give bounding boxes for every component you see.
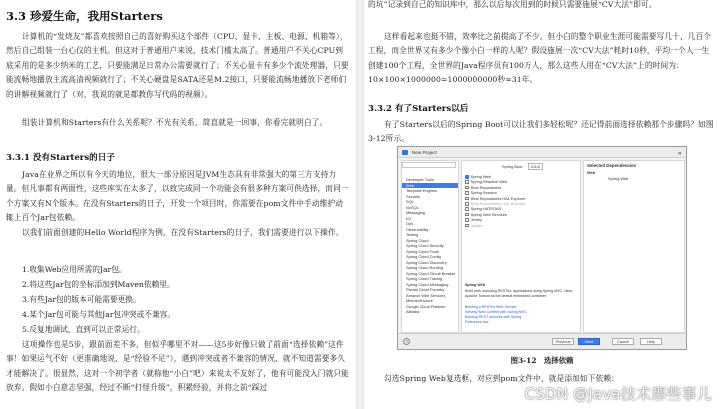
category-item[interactable]: Google Cloud Platform — [406, 303, 446, 309]
checkbox-icon[interactable] — [465, 218, 469, 222]
dependency-label: Spring Reactive Web — [470, 179, 508, 185]
dependency-search-input[interactable] — [402, 162, 456, 168]
categories-panel — [401, 160, 459, 333]
dependency-options-list — [465, 174, 525, 228]
description-text: Build web, including RESTful, applications using Spring MVC. Uses Apache Tomcat as the default embedded container. — [465, 289, 573, 298]
category-item[interactable]: I/O — [406, 215, 412, 221]
category-item[interactable]: Messaging — [406, 210, 425, 215]
category-item[interactable]: Security — [406, 193, 421, 199]
checkbox-icon[interactable] — [465, 224, 469, 228]
category-item[interactable]: Microsoft Azure — [406, 298, 433, 303]
checkbox-icon[interactable] — [465, 207, 469, 211]
reference-doc-link[interactable]: Reference doc — [465, 320, 489, 324]
dependency-label: Vaadin — [470, 222, 483, 228]
dependency-label: Rest Repositories HAL Browser — [470, 201, 526, 207]
calculation-paragraph: 这样看起来也挺不错，效率比之前提高了不少。但小白的整个职业生涯可能需要写几十、几百个工程，而全世界又有多少个像小白一样的人呢？假设施展一次“CV大法”耗时10秒，平均一个人一生创建100个工程，全世界的Java程序员有100万人，那么这些人用在“CV大法”上的时间为：10×100×1000000=1000000000秒≈31年。 — [368, 32, 712, 85]
watermark-text: CSDN @Java技术那些事儿 — [524, 385, 712, 403]
step-item: 3.有些Jar包的版本可能需要更换。 — [22, 295, 141, 304]
dialog-title: New Project — [412, 150, 437, 155]
category-item[interactable]: Spring Cloud — [406, 237, 429, 243]
page-gutter — [356, 0, 364, 409]
dependency-label: Jersey — [470, 217, 483, 223]
category-item[interactable]: Spring Cloud Circuit Breaker — [406, 270, 456, 276]
guide-link[interactable]: Building REST services with Spring — [465, 315, 522, 319]
help-icon[interactable]: ? — [403, 338, 410, 345]
guide-link[interactable]: Building a RESTful Web Service — [465, 305, 517, 309]
dependency-label: Rest Repositories HAL Explorer — [470, 195, 526, 201]
category-item[interactable]: Spring Cloud Messaging — [406, 281, 449, 287]
close-icon[interactable]: ✕ — [677, 151, 682, 157]
dependency-label: Rest Repositories — [470, 184, 502, 190]
category-item[interactable]: Spring Cloud Routing — [406, 265, 443, 270]
spring-boot-version-select[interactable]: 2.6.6 — [528, 163, 543, 170]
category-item[interactable]: Observability — [406, 226, 429, 232]
closing-paragraph: 这项操作也是5步，跟前面差不多，但似乎哪里不对——这5步好像只做了前面“选择依赖”这件事！如果运气不好（更准确地说，是“经验不足”），遇到冲突或者不兼容的情况，就不知道需要多久才能解决了。很显然，这对一个初学者（就称他“小白”吧）来说太不友好了，他有可能没入门就只能放弃。假如小白意志坚强，经过不断“打怪升级”，积累经验，并将之前“踩过 — [6, 340, 349, 393]
subsection-heading-with-starters: 3.3.2 有了Starters以后 — [368, 104, 469, 114]
body-paragraph-1: Java在业界之所以有今天的地位，很大一部分原因是JVM生态具有非常强大的第三方支持力量。但凡事都有两面性，这些库实在太多了，以致完成同一个功能会有很多种方案可供选择，而同一个方案又有N个版本。在没有Starters的日子，开发一个项目时，你需要在pom文件中手动维护动辄上百个Jar包依赖。 — [6, 170, 349, 223]
category-item[interactable]: Spring Cloud Discovery — [406, 259, 447, 265]
checkbox-icon[interactable] — [465, 213, 469, 217]
options-panel — [461, 160, 581, 333]
dialog-footer — [398, 333, 686, 349]
selected-dependency[interactable]: Spring Web — [608, 175, 629, 181]
checkbox-icon[interactable] — [465, 186, 469, 190]
cancel-button[interactable]: Cancel — [612, 338, 634, 345]
left-page — [0, 0, 356, 409]
category-item[interactable]: Developer Tools — [406, 177, 434, 182]
category-item[interactable]: Testing — [406, 232, 419, 237]
checkbox-icon[interactable] — [465, 180, 469, 184]
intro-paragraph-2: 组装计算机和Starters有什么关系呢？不光有关系，简直就是一回事，你看完就明白了。 — [22, 118, 328, 127]
intellij-logo-icon — [402, 150, 408, 155]
step-item: 4.某个Jar包可能与其他Jar包冲突或不兼容。 — [22, 310, 176, 319]
checkbox-icon[interactable] — [465, 202, 469, 206]
step-item: 5.反复地调试，直到可以正常运行。 — [22, 325, 145, 334]
category-item[interactable]: Spring Cloud Tracing — [406, 276, 443, 281]
checkbox-icon[interactable] — [465, 197, 469, 201]
continued-paragraph: 的坑”记录到自己的知识库中，那么以后每次用到的时候只需要施展“CV大法”即可。 — [368, 0, 657, 9]
intro-paragraph-1: 计算机的“发烧友”都喜欢按照自己的喜好购买这个部件（CPU、显卡、主板、电源、机箱等），然后自己组装一台心仪的主机。但这对于普通用户来说，技术门槛太高了。普通用户不关心CPU到底采用的是多少纳米的工艺，只要能满足日常办公需要就行了；不关心显卡有多少个流处理器，只要能流畅地播放主流高清视频就行了；不关心硬盘是SATA还是M.2接口，只要能流畅地播放下老师们的讲解视频就行了（对，我说的就是都教你写代码的视频）。 — [6, 32, 349, 99]
section-heading: 3.3 珍爱生命，我用Starters — [6, 9, 163, 23]
dependency-checkbox[interactable] — [465, 223, 525, 228]
dependency-label: Spring HATEOAS — [470, 206, 502, 212]
checkbox-icon[interactable] — [465, 191, 469, 195]
help-button[interactable]: Help — [640, 338, 662, 345]
dependency-label: Spring Web Services — [470, 211, 507, 217]
next-button[interactable]: Next — [578, 338, 600, 345]
selected-dependencies-panel — [583, 160, 685, 333]
checkbox-icon[interactable] — [465, 175, 469, 179]
category-item[interactable]: Alibaba — [406, 309, 419, 314]
closing-paragraph-right: 勾选Spring Web复选框，对应到pom文件中，就是添加如下依赖： — [384, 374, 619, 383]
right-page — [364, 0, 720, 409]
dialog-titlebar — [398, 147, 686, 158]
category-list — [402, 177, 458, 315]
selected-category: Web — [587, 170, 596, 175]
category-item[interactable]: Spring Cloud Config — [406, 254, 441, 259]
new-project-dialog-figure — [397, 146, 687, 350]
spring-boot-label: Spring Boot — [502, 164, 523, 169]
selected-dependencies-header: Selected Dependencies — [587, 163, 637, 168]
category-item[interactable]: SQL — [406, 199, 414, 204]
category-item[interactable]: Spring Cloud Tools — [406, 248, 439, 254]
after-starters-paragraph: 有了Starters以后的Spring Boot可以让我们多轻松呢？还记得前面选择依赖那个步骤吗？如图3-12所示。 — [368, 120, 714, 144]
step-item: 1.收集Web应用所需的Jar包。 — [22, 265, 127, 274]
category-item[interactable]: NoSQL — [406, 204, 419, 210]
dependency-label: Spring Session — [470, 190, 497, 196]
category-item[interactable]: Amazon Web Services — [406, 292, 446, 298]
guide-link[interactable]: Serving Web Content with Spring MVC — [465, 310, 527, 314]
category-item[interactable]: Web — [402, 183, 458, 189]
category-item[interactable]: Template Engines — [406, 188, 437, 193]
subsection-heading-no-starters: 3.3.1 没有Starters的日子 — [6, 153, 115, 163]
dependency-label: Spring Web — [470, 174, 491, 179]
category-item[interactable]: Pivotal Cloud Foundry — [406, 287, 445, 292]
step-item: 2.将这些Jar包的坐标添加到Maven依赖里。 — [22, 280, 175, 289]
category-item[interactable]: Ops — [406, 221, 414, 226]
category-item[interactable]: Spring Cloud Security — [406, 243, 444, 248]
body-paragraph-2: 以我们前面创建的Hello World程序为例，在没有Starters的日子，我们需要进行以下操作。 — [22, 228, 344, 237]
description-title: Spring Web — [465, 283, 485, 287]
figure-caption: 图3-12 选择依赖 — [510, 356, 574, 365]
previous-button[interactable]: Previous — [552, 338, 574, 345]
